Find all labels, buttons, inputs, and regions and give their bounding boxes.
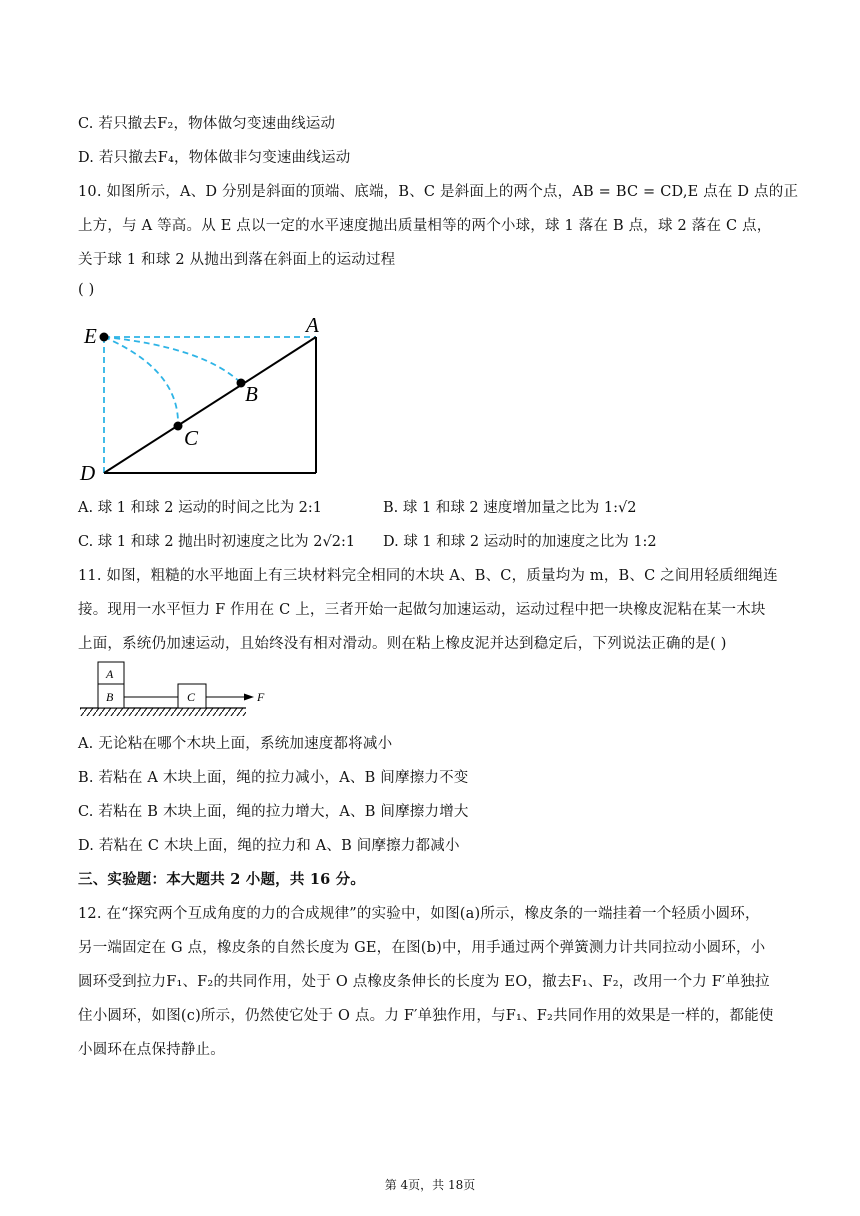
fig10-label-c: C: [184, 426, 199, 450]
q11-option-b: B. 若粘在 A 木块上面，绳的拉力减小，A、B 间摩擦力不变: [78, 770, 469, 786]
q12-stem-line-4: 住小圆环，如图(c)所示，仍然使它处于 O 点。力 F′单独作用，与F₁、F₂共同作用的效果是一样的，都能使: [78, 1008, 774, 1024]
q12-stem-line-3: 圆环受到拉力F₁、F₂的共同作用，处于 O 点橡皮条伸长的长度为 EO，撤去F₁、F₂，改用一个力 F′单独拉: [78, 974, 770, 990]
fig10-label-b: B: [245, 382, 258, 406]
fig10-trajectory-2: [104, 337, 178, 426]
q11-stem-line-1: 11. 如图，粗糙的水平地面上有三块材料完全相同的木块 A、B、C，质量均为 m，B、C 之间用轻质细绳连: [78, 568, 778, 584]
fig10-point-e: [100, 333, 109, 342]
section-3-heading: 三、实验题：本大题共 2 小题，共 16 分。: [78, 871, 366, 888]
q10-option-d: D. 球 1 和球 2 运动时的加速度之比为 1:2: [383, 534, 657, 550]
q10-option-b: B. 球 1 和球 2 速度增加量之比为 1:√2: [383, 500, 637, 516]
q10-option-c: C. 球 1 和球 2 抛出时初速度之比为 2√2:1: [78, 534, 356, 550]
fig11-label-b: B: [106, 690, 114, 704]
fig10-label-a: A: [306, 313, 319, 337]
q11-option-d: D. 若粘在 C 木块上面，绳的拉力和 A、B 间摩擦力都减小: [78, 838, 460, 854]
q11-option-c: C. 若粘在 B 木块上面，绳的拉力增大，A、B 间摩擦力增大: [78, 804, 469, 820]
q11-stem-line-2: 接。现用一水平恒力 F 作用在 C 上，三者开始一起做匀加速运动，运动过程中把一块橡皮泥粘在某一木块: [78, 602, 766, 618]
fig11-arrow-head: [244, 694, 254, 701]
q11-option-a: A. 无论粘在哪个木块上面，系统加速度都将减小: [78, 736, 393, 752]
q9-option-d: D. 若只撤去F₄，物体做非匀变速曲线运动: [78, 150, 351, 166]
q10-answer-paren: ( ): [78, 282, 95, 298]
q10-incline-figure: [78, 312, 338, 484]
q11-blocks-figure: [78, 656, 278, 722]
fig11-ground-hatch: [80, 708, 246, 716]
fig11-label-a: A: [106, 667, 114, 681]
fig10-incline: [104, 337, 316, 473]
q9-option-c: C. 若只撤去F₂，物体做匀变速曲线运动: [78, 116, 336, 132]
q10-option-a: A. 球 1 和球 2 运动的时间之比为 2:1: [78, 500, 323, 516]
page-footer: 第 4页，共 18页: [384, 1178, 476, 1192]
q12-stem-line-1: 12. 在“探究两个互成角度的力的合成规律”的实验中，如图(a)所示，橡皮条的一端挂着一个轻质小圆环，: [78, 906, 760, 922]
fig10-point-c: [174, 422, 183, 431]
q11-stem-line-3: 上面，系统仍加速运动，且始终没有相对滑动。则在粘上橡皮泥并达到稳定后，下列说法正确的是( ): [78, 636, 727, 652]
q12-stem-line-5: 小圆环在点保持静止。: [78, 1042, 225, 1058]
q10-stem-line-2: 上方，与 A 等高。从 E 点以一定的水平速度抛出质量相等的两个小球，球 1 落在 B 点，球 2 落在 C 点，: [78, 218, 772, 234]
fig10-trajectory-1: [104, 337, 241, 383]
q10-stem-line-1: 10. 如图所示，A、D 分别是斜面的顶端、底端，B、C 是斜面上的两个点，AB = BC = CD,E 点在 D 点的正: [78, 184, 799, 200]
q12-stem-line-2: 另一端固定在 G 点，橡皮条的自然长度为 GE，在图(b)中，用手通过两个弹簧测力计共同拉动小圆环，小: [78, 940, 766, 956]
fig10-label-e: E: [84, 324, 97, 348]
fig11-label-c: C: [187, 690, 196, 704]
fig11-label-f: F: [257, 690, 265, 704]
fig10-label-d: D: [80, 461, 96, 484]
q10-stem-line-3: 关于球 1 和球 2 从抛出到落在斜面上的运动过程: [78, 252, 396, 268]
